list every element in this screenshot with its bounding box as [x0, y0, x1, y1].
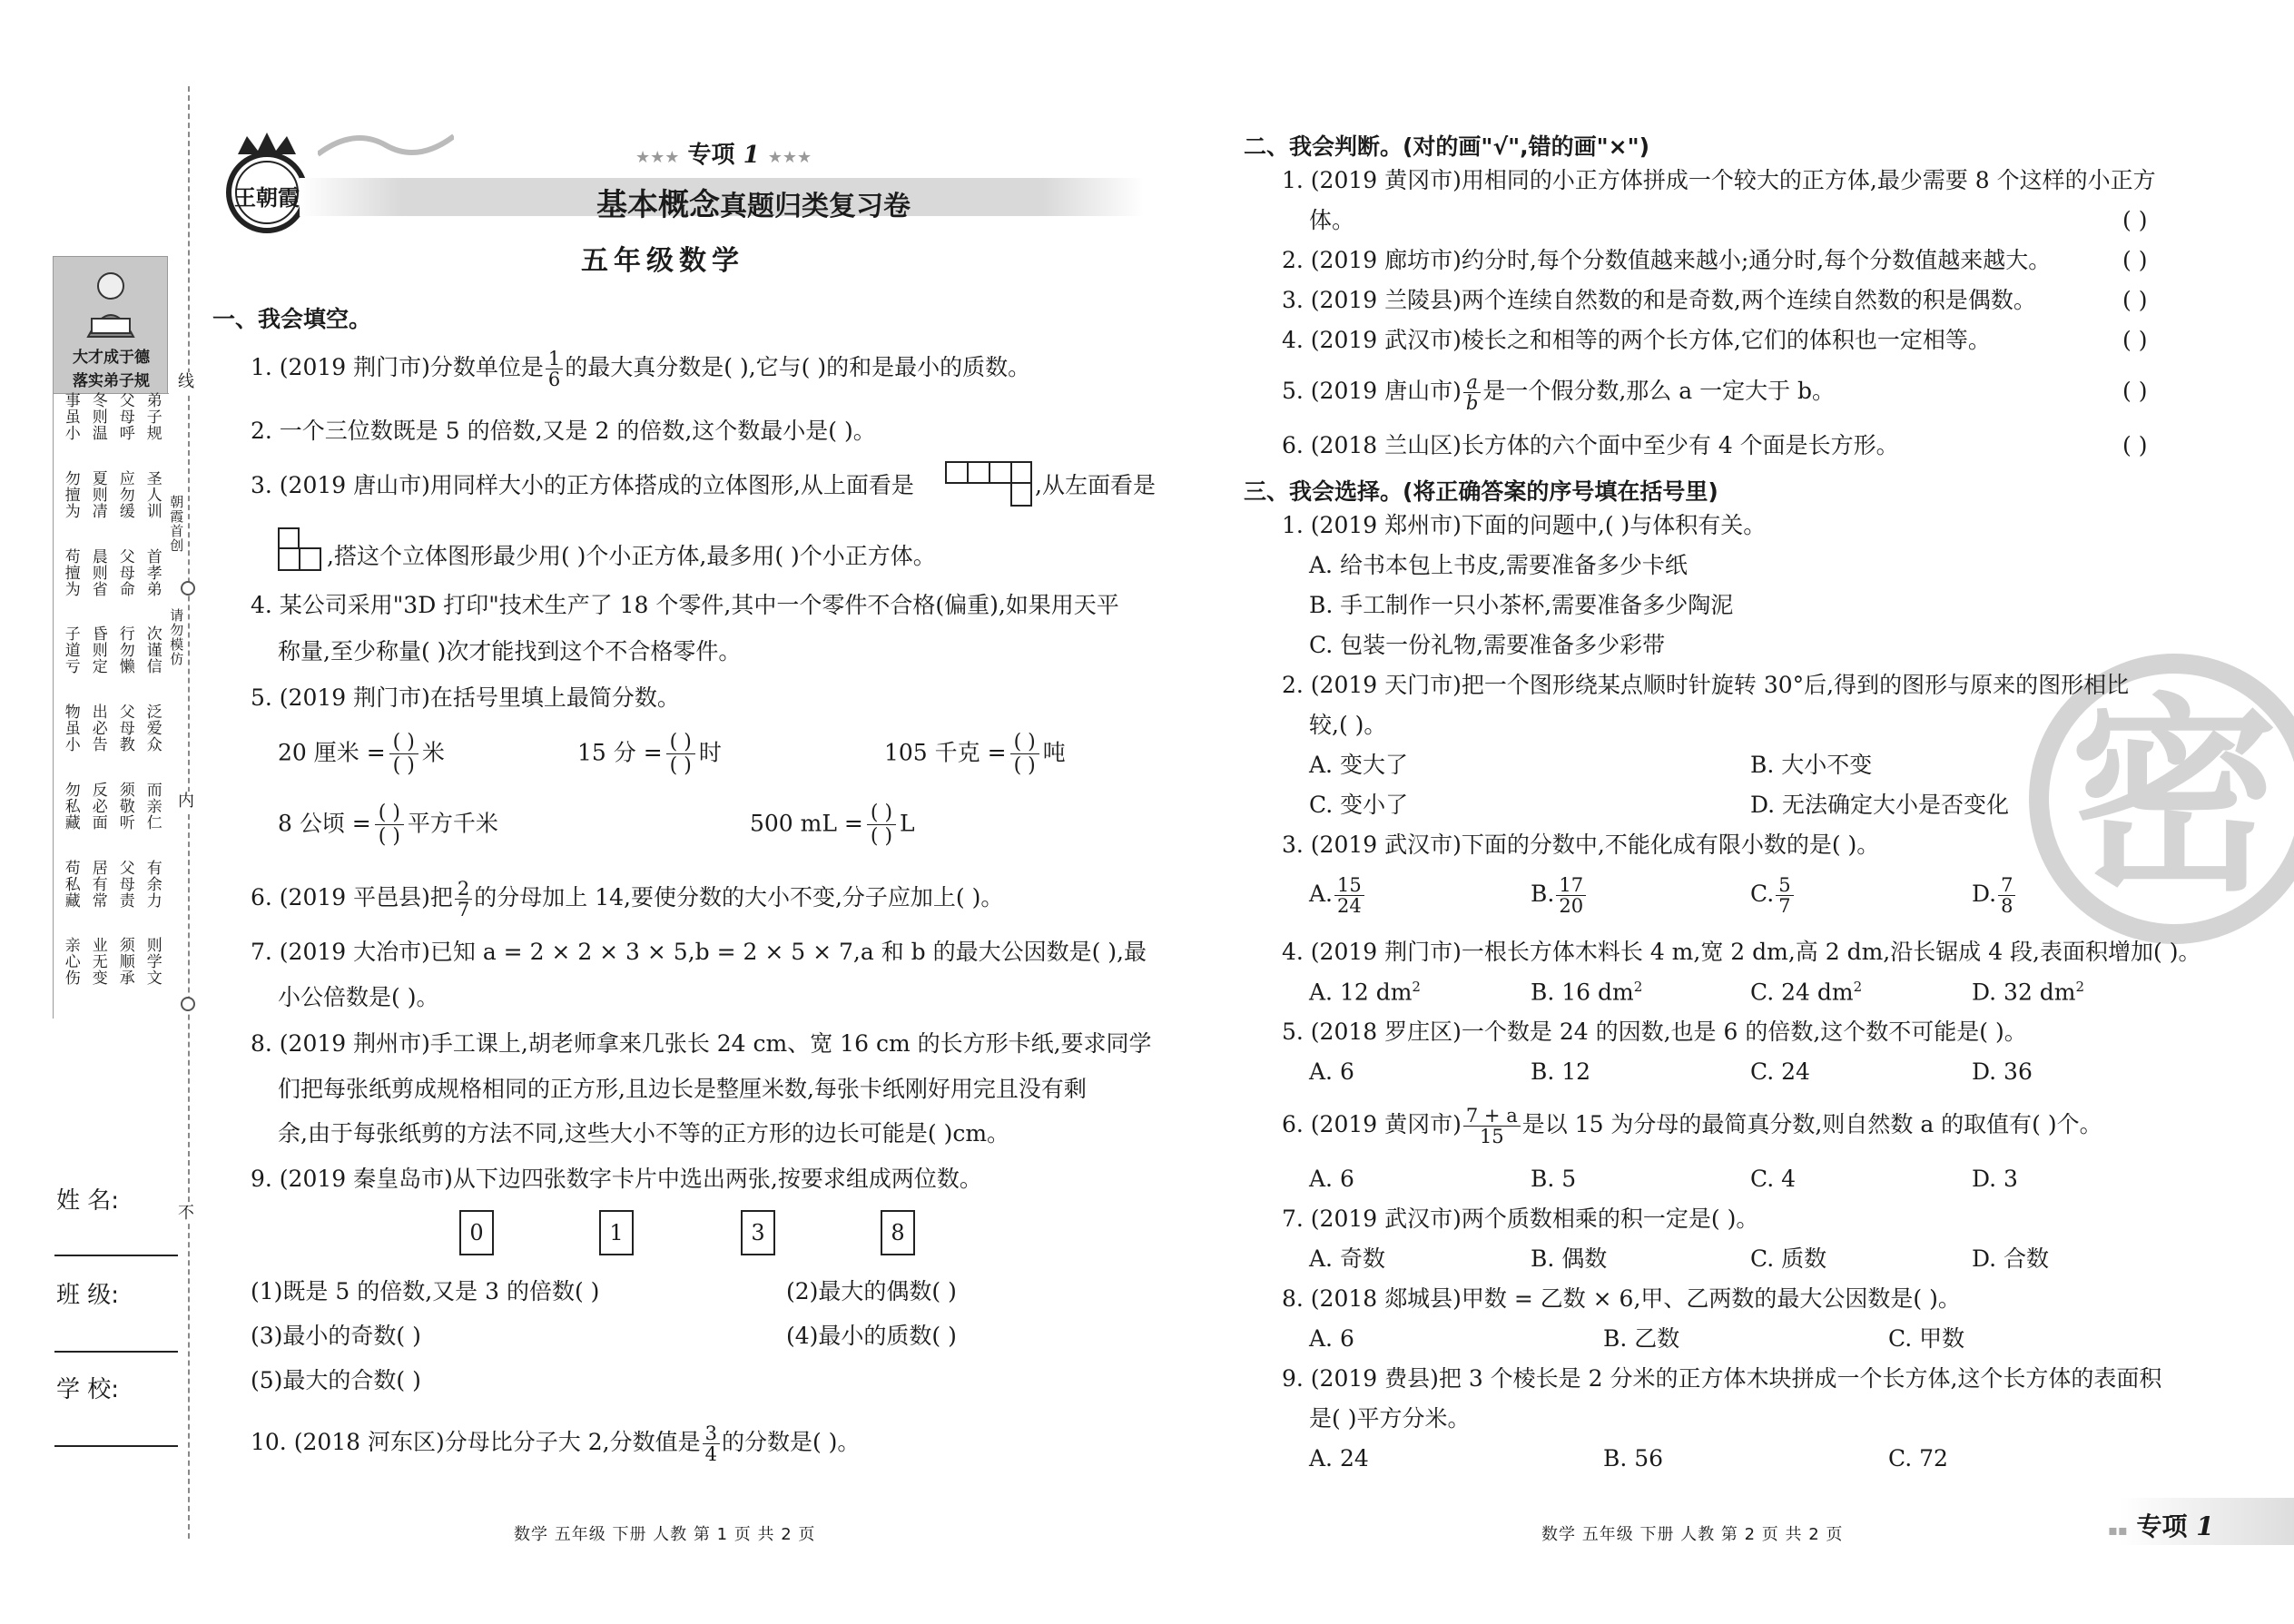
copyright-b: 请勿模仿: [168, 608, 185, 666]
conv-left: 8 公顷 =: [278, 810, 371, 837]
p3-q3-opt-d[interactable]: [1972, 875, 2017, 916]
p2-q3-blank[interactable]: ( ): [2122, 287, 2148, 313]
p3-q4-opt-d[interactable]: [1972, 979, 2085, 1006]
sidebar-rule-phrase: 须敬听: [115, 781, 134, 831]
p3-q3-opt-b[interactable]: [1531, 875, 1588, 916]
p1-q2: 2. 一个三位数既是 5 的倍数,又是 2 的倍数,这个数最小是( )。: [251, 418, 876, 444]
p3-q7-opt-b[interactable]: B. 偶数: [1531, 1245, 1608, 1272]
p1-q7-b: 小公倍数是( )。: [278, 984, 439, 1010]
school-line[interactable]: [54, 1445, 178, 1447]
p1-q6: [251, 879, 1003, 920]
sidebar-rule-phrase: 物虽小: [61, 704, 80, 753]
digit-card[interactable]: 1: [599, 1210, 634, 1255]
sidebar-rule-phrase: 业无变: [88, 937, 107, 987]
p3-q1-opt-c[interactable]: C. 包装一份礼物,需要准备多少彩带: [1309, 632, 1666, 658]
p3-q4-opt-a[interactable]: [1309, 979, 1421, 1006]
sidebar-rule-phrase: 父母教: [115, 704, 134, 753]
sidebar-rule-phrase: 事虽小: [61, 392, 80, 441]
answer-fraction[interactable]: [867, 802, 896, 849]
p2-q6-blank[interactable]: ( ): [2122, 432, 2148, 458]
conv-left: 20 厘米 =: [278, 739, 386, 766]
frac-denominator: 4: [704, 1443, 717, 1466]
conv-unit: 吨: [1042, 739, 1066, 766]
conv-left: 105 千克 =: [884, 739, 1007, 766]
sidebar-rule-phrase: 圣人训: [143, 469, 162, 519]
p3-q5-opt-c[interactable]: C. 24: [1750, 1058, 1810, 1085]
p1-q9-sub-4: (4)最小的质数( ): [786, 1323, 957, 1349]
p1-q9: 9. (2019 秦皇岛市)从下边四张数字卡片中选出两张,按要求组成两位数。: [251, 1166, 982, 1192]
part2-heading: 二、我会判断。(对的画"√",错的画"×"): [1244, 133, 1650, 160]
p1-q1-text-a: 1. (2019 荆门市)分数单位是: [251, 354, 544, 381]
p3-q4-opt-c[interactable]: [1750, 979, 1863, 1006]
frac-numerator: 7 + a: [1463, 1106, 1521, 1127]
p1-q5-item-3: [884, 731, 1066, 778]
p1-q4-a: 4. 某公司采用"3D 打印"技术生产了 18 个零件,其中一个零件不合格(偏重),如果用天平: [251, 592, 1119, 618]
footer-right: 数学 五年级 下册 人教 第 2 页 共 2 页: [1541, 1525, 1844, 1544]
conv-unit: 时: [698, 739, 722, 766]
frac-numerator: ( ): [1010, 731, 1039, 754]
sidebar-rules: [56, 392, 165, 1009]
sidebar-rule-phrase: 苟私藏: [61, 859, 80, 909]
p1-q10-text-a: 10. (2018 河东区)分母比分子大 2,分数值是: [251, 1429, 701, 1456]
tab-num: 1: [2196, 1511, 2214, 1541]
p3-q9-a: 9. (2019 费县)把 3 个棱长是 2 分米的正方体木块拼成一个长方体,这个长方体的表面积: [1282, 1365, 2162, 1392]
opt-value: B. 16 dm: [1531, 979, 1634, 1006]
opt-exponent: 2: [1853, 979, 1863, 995]
p2-q4-blank[interactable]: ( ): [2122, 327, 2148, 353]
p3-q4-opt-b[interactable]: [1531, 979, 1643, 1006]
conv-unit: L: [900, 810, 915, 837]
p2-q5-blank[interactable]: ( ): [2122, 378, 2148, 404]
sidebar-rule-phrase: 父母责: [115, 859, 134, 909]
seal-char-3: 不: [178, 1204, 194, 1223]
p3-q6-text-b: 是以 15 为分母的最简真分数,则自然数 a 的取值有( )个。: [1521, 1111, 2102, 1138]
frac-denominator: 7: [1778, 895, 1791, 918]
p1-q10: [251, 1423, 860, 1464]
conv-left: 15 分 =: [577, 739, 663, 766]
conv-unit: 平方千米: [407, 810, 498, 837]
sidebar-rule-phrase: 行勿懒: [115, 625, 134, 675]
p3-q6-opt-b[interactable]: B. 5: [1531, 1166, 1577, 1192]
seal-char-2: 内: [178, 792, 194, 811]
digit-card[interactable]: 0: [459, 1210, 494, 1255]
p2-q2: 2. (2019 廊坊市)约分时,每个分数值越来越小;通分时,每个分数值越来越大。: [1282, 247, 2052, 273]
sidebar-rule-phrase: 居有常: [88, 859, 107, 909]
opt-fraction: [1556, 875, 1586, 916]
part1-heading: 一、我会填空。: [212, 306, 372, 332]
binding-dashed-line: [188, 86, 190, 1539]
sidebar-rule-phrase: 出必告: [88, 704, 107, 753]
sidebar-rule-phrase: 晨则省: [88, 547, 107, 597]
opt-value: C. 24 dm: [1750, 979, 1854, 1006]
p3-q6-opt-a[interactable]: A. 6: [1309, 1166, 1354, 1192]
p1-q6-text-b: 的分母加上 14,要使分数的大小不变,分子应加上( )。: [474, 884, 1004, 911]
opt-value: A. 12 dm: [1309, 979, 1413, 1006]
p3-q9-opt-b[interactable]: B. 56: [1603, 1445, 1664, 1471]
section-tab-label: ▪▪ 专项 1: [2108, 1511, 2214, 1541]
conv-unit: 米: [421, 739, 445, 766]
frac-numerator: 3: [703, 1423, 720, 1444]
p3-q6-text-a: 6. (2019 黄冈市): [1282, 1111, 1462, 1138]
class-label: 班 级:: [56, 1282, 120, 1309]
p3-q2-a: 2. (2019 天门市)把一个图形绕某点顺时针旋转 30°后,得到的图形与原来的图形相比: [1282, 672, 2130, 698]
frac-denominator: 8: [2001, 895, 2013, 918]
frac-denominator: ( ): [392, 754, 415, 778]
frac-numerator: 17: [1556, 875, 1586, 896]
p1-q10-text-b: 的分数是( )。: [721, 1429, 861, 1456]
p1-q5-item-5: [750, 802, 915, 849]
seal-char-1: 线: [178, 372, 194, 391]
opt-letter: C.: [1750, 881, 1775, 908]
school-label: 学 校:: [56, 1376, 120, 1403]
answer-fraction[interactable]: [389, 731, 418, 778]
p3-q9-b: 是( )平方分米。: [1309, 1405, 1471, 1432]
p2-q6: 6. (2018 兰山区)长方体的六个面中至少有 4 个面是长方形。: [1282, 432, 1899, 458]
digit-card[interactable]: 3: [741, 1210, 775, 1255]
p3-q5-opt-d[interactable]: D. 36: [1972, 1058, 2033, 1085]
sidebar-rule-phrase: 须顺承: [115, 937, 134, 987]
sidebar-rule-phrase: 则学文: [143, 937, 162, 987]
badge-num: 1: [743, 142, 760, 169]
p2-q4: 4. (2019 武汉市)棱长之和相等的两个长方体,它们的体积也一定相等。: [1282, 327, 1991, 353]
badge-label: 专项: [687, 142, 735, 169]
copyright-a: 朝霞首创: [168, 495, 185, 553]
p1-q3-c: ,搭这个立体图形最少用( )个小正方体,最多用( )个小正方体。: [327, 543, 936, 569]
p3-q3-opt-a[interactable]: [1309, 875, 1366, 916]
p3-q2-opt-c[interactable]: C. 变小了: [1309, 792, 1409, 818]
frac-denominator: 15: [1479, 1126, 1504, 1148]
p3-q8-opt-b[interactable]: B. 乙数: [1603, 1325, 1680, 1352]
sidebar-rule-phrase: 而亲仁: [143, 781, 162, 831]
p1-q6-fraction: [455, 879, 472, 920]
name-label: 姓 名:: [56, 1187, 120, 1215]
sidebar-rule-phrase: 首孝弟: [143, 547, 162, 597]
sidebar-rule-phrase: 泛爱众: [143, 704, 162, 753]
p3-q8: 8. (2018 郯城县)甲数 = 乙数 × 6,甲、乙两数的最大公因数是( )。: [1282, 1285, 1961, 1312]
frac-numerator: ( ): [389, 731, 418, 754]
p3-q3-opt-c[interactable]: [1750, 875, 1796, 916]
p1-q5: 5. (2019 荆门市)在括号里填上最简分数。: [251, 684, 680, 711]
frac-denominator: 7: [457, 899, 470, 921]
p1-q8-b: 们把每张纸剪成规格相同的正方形,且边长是整厘米数,每张卡纸刚好用完且没有剩: [278, 1076, 1087, 1102]
frac-denominator: 20: [1559, 895, 1584, 918]
frac-denominator: ( ): [870, 825, 893, 849]
answer-fraction[interactable]: [666, 731, 695, 778]
brand-logo: [222, 127, 312, 236]
page-subtitle: 五年级数学: [581, 245, 744, 277]
opt-value: D. 32 dm: [1972, 979, 2076, 1006]
frac-denominator: ( ): [378, 825, 400, 849]
p1-q9-sub-1: (1)既是 5 的倍数,又是 3 的倍数( ): [251, 1278, 600, 1304]
p1-q3-a: 3. (2019 唐山市)用同样大小的正方体搭成的立体图形,从上面看是: [251, 472, 914, 498]
p3-q2-b: 较,( )。: [1309, 712, 1387, 738]
p1-q9-sub-3: (3)最小的奇数( ): [251, 1323, 421, 1349]
sidebar-rule-phrase: 应勿缓: [115, 469, 134, 519]
answer-fraction[interactable]: [1010, 731, 1039, 778]
sidebar-rule-phrase: 苟擅为: [61, 547, 80, 597]
p2-q1-a: 1. (2019 黄冈市)用相同的小正方体拼成一个较大的正方体,最少需要 8 个这样的小正方: [1282, 167, 2156, 193]
p3-q7-opt-d[interactable]: D. 合数: [1972, 1245, 2050, 1272]
ribbon-decoration: [318, 118, 454, 172]
frac-numerator: 1: [546, 349, 563, 369]
p3-q3: 3. (2019 武汉市)下面的分数中,不能化成有限小数的是( )。: [1282, 832, 1880, 858]
frac-numerator: 15: [1334, 875, 1364, 896]
tab-label: 专项: [2136, 1511, 2188, 1541]
part3-heading: 三、我会选择。(将正确答案的序号填在括号里): [1244, 478, 1718, 505]
sidebar-rule-phrase: 冬则温: [88, 392, 107, 441]
p2-q2-blank[interactable]: ( ): [2122, 247, 2148, 273]
sidebar-rule-phrase: 反必面: [88, 781, 107, 831]
frac-numerator: ( ): [375, 802, 404, 825]
header-badge: ★★★ 专项 1 ★★★: [635, 142, 812, 169]
seal-dot-1: [181, 581, 195, 595]
class-line[interactable]: [54, 1351, 178, 1353]
p3-q5-opt-a[interactable]: A. 6: [1309, 1058, 1354, 1085]
name-line[interactable]: [54, 1255, 178, 1256]
logo-text: 王朝霞: [234, 184, 300, 211]
p1-q5-item-2: [577, 731, 722, 778]
p2-q3: 3. (2019 兰陵县)两个连续自然数的和是奇数,两个连续自然数的积是偶数。: [1282, 287, 2036, 313]
p3-q8-opt-c[interactable]: C. 甲数: [1888, 1325, 1965, 1352]
p2-q1-b: 体。: [1309, 207, 1355, 233]
title-bold: 基本概念: [596, 187, 720, 223]
p1-q3-b: ,从左面看是: [1035, 472, 1156, 498]
p1-q1-fraction: [546, 349, 563, 389]
sidebar-rule-phrase: 勿私藏: [61, 781, 80, 831]
p3-q5: 5. (2018 罗庄区)一个数是 24 的因数,也是 6 的倍数,这个数不可能是( )。: [1282, 1019, 2027, 1045]
frac-denominator: ( ): [1013, 754, 1036, 778]
p1-q8-a: 8. (2019 荆州市)手工课上,胡老师拿来几张长 24 cm、宽 16 cm 的长方形卡纸,要求同学: [251, 1030, 1152, 1057]
sidebar-rule-phrase: 父母呼: [115, 392, 134, 441]
p3-q9-opt-a[interactable]: A. 24: [1309, 1445, 1369, 1471]
left-view-diagram: [278, 527, 321, 571]
conv-left: 500 mL =: [750, 810, 863, 837]
p3-q7-opt-c[interactable]: C. 质数: [1750, 1245, 1827, 1272]
sidebar-rule-phrase: 次谨信: [143, 625, 162, 675]
frac-numerator: 5: [1776, 875, 1793, 896]
p1-q5-item-4: [278, 802, 498, 849]
p1-q7-a: 7. (2019 大冶市)已知 a = 2 × 2 × 3 × 5,b = 2 × 5 × 7,a 和 b 的最大公因数是( ),最: [251, 939, 1147, 965]
title-rest: 真题归类复习卷: [720, 191, 911, 222]
p3-q1-opt-a[interactable]: A. 给书本包上书皮,需要准备多少卡纸: [1309, 552, 1688, 578]
p1-q8-c: 余,由于每张纸剪的方法不同,这些大小不等的正方形的边长可能是( )cm。: [278, 1120, 1010, 1147]
top-view-diagram: [945, 461, 1032, 507]
sidebar-rule-phrase: 昏则定: [88, 625, 107, 675]
p3-q2-opt-d[interactable]: D. 无法确定大小是否变化: [1750, 792, 2010, 818]
p3-q2-opt-a[interactable]: A. 变大了: [1309, 752, 1408, 778]
answer-fraction[interactable]: [375, 802, 404, 849]
digit-card[interactable]: 8: [881, 1210, 915, 1255]
p1-q10-fraction: [703, 1423, 720, 1464]
opt-letter: D.: [1972, 881, 1997, 908]
seal-dot-2: [181, 997, 195, 1011]
p3-q4: 4. (2019 荆门市)一根长方体木料长 4 m,宽 2 dm,高 2 dm,沿长锯成 4 段,表面积增加( )。: [1282, 939, 2201, 965]
p1-q5-item-1: [278, 731, 445, 778]
sidebar-rule-phrase: 亲心伤: [61, 937, 80, 987]
footer-left: 数学 五年级 下册 人教 第 1 页 共 2 页: [514, 1525, 816, 1544]
p3-q1-opt-b[interactable]: B. 手工制作一只小茶杯,需要准备多少陶泥: [1309, 592, 1734, 618]
frac-numerator: 2: [455, 879, 472, 900]
p3-q8-opt-a[interactable]: A. 6: [1309, 1325, 1354, 1352]
p1-q4-b: 称量,至少称量( )次才能找到这个不合格零件。: [278, 638, 742, 664]
p1-q6-text-a: 6. (2019 平邑县)把: [251, 884, 453, 911]
frac-numerator: ( ): [867, 802, 896, 825]
p3-q6-fraction: [1463, 1106, 1521, 1147]
sidebar-rule-phrase: 子道亏: [61, 625, 80, 675]
opt-exponent: 2: [1633, 979, 1643, 995]
opt-letter: A.: [1309, 881, 1334, 908]
p3-q7-opt-a[interactable]: A. 奇数: [1309, 1245, 1385, 1272]
p3-q1: 1. (2019 郑州市)下面的问题中,( )与体积有关。: [1282, 512, 1767, 538]
p2-q5-text-b: 是一个假分数,那么 a 一定大于 b。: [1482, 378, 1836, 405]
p1-q1-text-b: 的最大真分数是( ),它与( )的和是最小的质数。: [565, 354, 1031, 381]
watermark-char: 密: [2069, 677, 2279, 920]
p3-q2-opt-b[interactable]: B. 大小不变: [1750, 752, 1873, 778]
p2-q5-text-a: 5. (2019 唐山市): [1282, 378, 1462, 405]
p3-q9-opt-c[interactable]: C. 72: [1888, 1445, 1948, 1471]
p2-q5: [1282, 372, 1835, 413]
sidebar-rule-phrase: 弟子规: [143, 392, 162, 441]
frac-numerator: a: [1463, 372, 1481, 393]
sidebar-rule-phrase: 夏则凊: [88, 469, 107, 519]
sidebar-rule-phrase: 父母命: [115, 547, 134, 597]
p3-q5-opt-b[interactable]: B. 12: [1531, 1058, 1591, 1085]
opt-exponent: 2: [1412, 979, 1421, 995]
p1-q9-sub-2: (2)最大的偶数( ): [786, 1278, 957, 1304]
frac-denominator: b: [1465, 392, 1479, 415]
motto-line-2: 落实弟子规: [73, 372, 150, 390]
opt-fraction: [1998, 875, 2015, 916]
p3-q6-opt-c[interactable]: C. 4: [1750, 1166, 1797, 1192]
p1-q1: [251, 349, 1030, 389]
sidebar-figure: [79, 266, 143, 339]
sidebar-rule-phrase: 勿擅为: [61, 469, 80, 519]
frac-denominator: 6: [547, 369, 561, 391]
opt-exponent: 2: [2075, 979, 2085, 995]
frac-denominator: 24: [1337, 895, 1362, 918]
opt-fraction: [1776, 875, 1793, 916]
p2-q1-blank[interactable]: ( ): [2122, 207, 2148, 233]
frac-numerator: ( ): [666, 731, 695, 754]
p2-q5-fraction: [1463, 372, 1481, 413]
p3-q7: 7. (2019 武汉市)两个质数相乘的积一定是( )。: [1282, 1206, 1759, 1232]
p1-q9-sub-5: (5)最大的合数( ): [251, 1367, 421, 1393]
frac-denominator: ( ): [669, 754, 692, 778]
p3-q6: [1282, 1106, 2102, 1147]
p3-q6-opt-d[interactable]: D. 3: [1972, 1166, 2018, 1192]
page-title: [300, 180, 1207, 224]
opt-fraction: [1334, 875, 1364, 916]
motto-line-1: 大才成于德: [73, 349, 150, 367]
frac-numerator: 7: [1998, 875, 2015, 896]
opt-letter: B.: [1531, 881, 1555, 908]
sidebar-rule-phrase: 有余力: [143, 859, 162, 909]
